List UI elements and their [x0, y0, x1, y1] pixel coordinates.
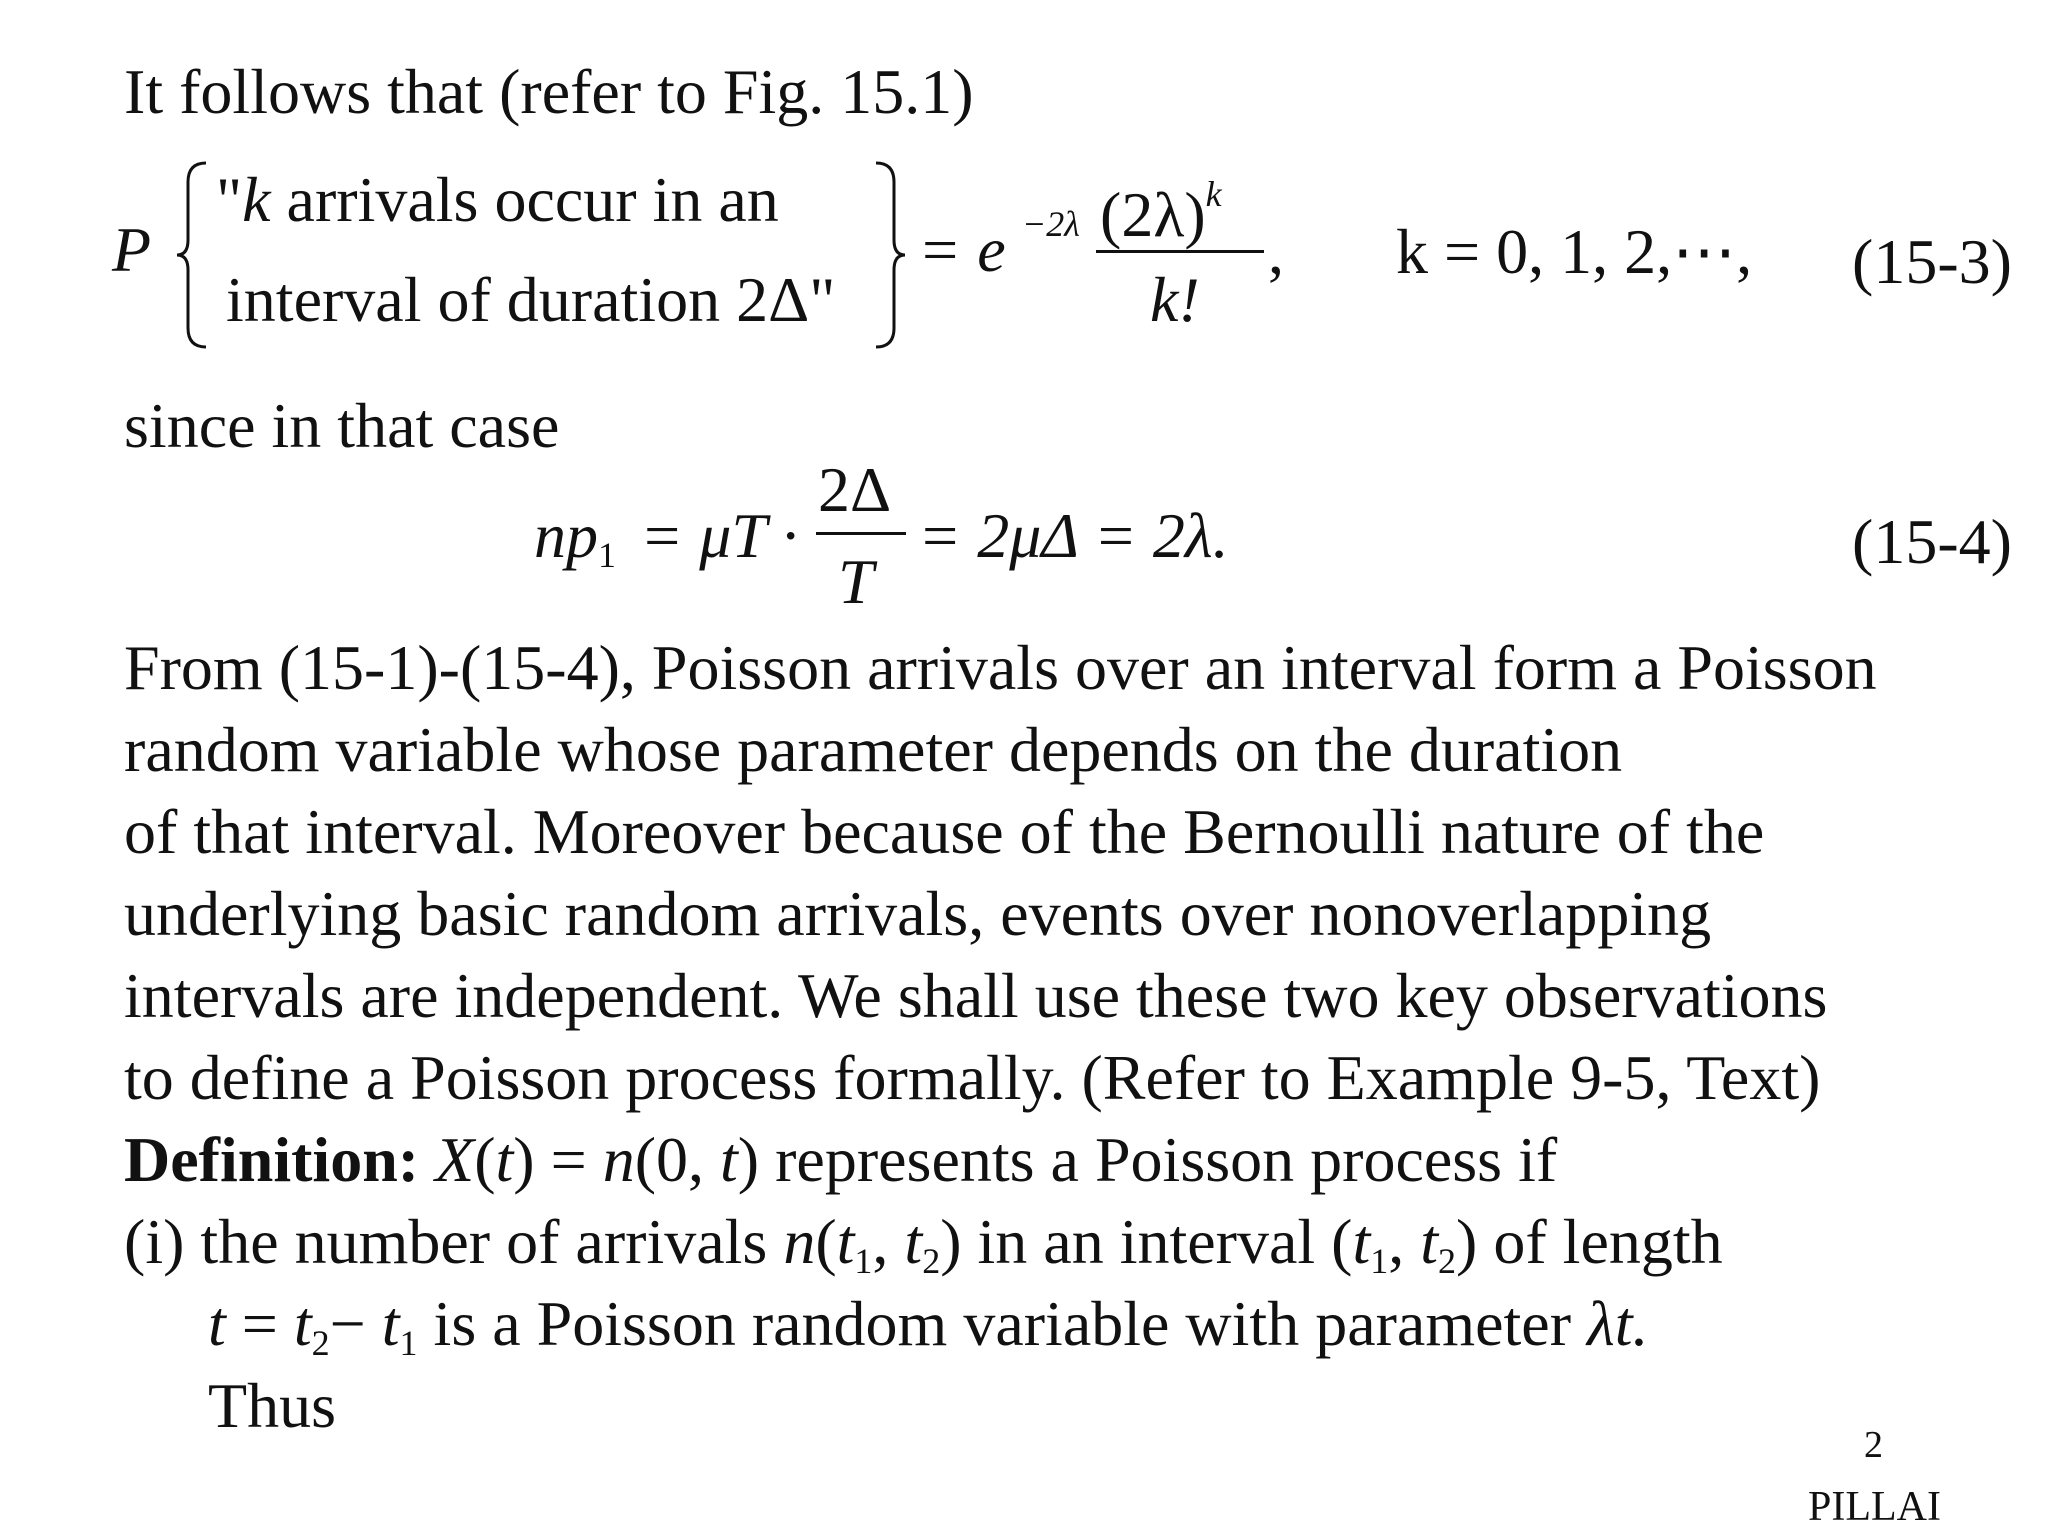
lambda-t-param: λt. [1587, 1288, 1649, 1359]
exponent: −2λ [1022, 204, 1080, 244]
paragraph-line: From (15-1)-(15-4), Poisson arrivals over an interval form a Poisson [124, 632, 1877, 703]
author-footer: PILLAI [1808, 1484, 1941, 1530]
brace-line-2: interval of duration 2Δ" [226, 264, 836, 335]
paragraph-line: of that interval. Moreover because of the Bernoulli nature of the [124, 796, 1765, 867]
paragraph-line: random variable whose parameter depends on the duration [124, 714, 1623, 785]
eq4-frac-num: 2Δ [818, 454, 892, 525]
equation-label-15-3: (15-3) [1852, 226, 2012, 297]
fraction-numerator: $(2\lambda)^k$ [1100, 174, 1222, 250]
left-brace [174, 160, 210, 350]
equation-label-15-4: (15-4) [1852, 506, 2012, 577]
definition-line: Definition: X(t) = n(0, t) represents a Poisson process if [124, 1124, 1558, 1195]
eq4-lhs: $np_1$ [534, 500, 616, 575]
thus-text: Thus [208, 1370, 336, 1441]
eq4-mid: = μT · [640, 500, 798, 571]
fraction-denominator: k! [1150, 264, 1200, 335]
eq4-fraction-bar [816, 532, 906, 535]
equation-15-4 [0, 450, 2048, 620]
since-text: since in that case [124, 390, 560, 461]
item-i-line-2: $t = t_2- t_1$ is a Poisson random variable with parameter λt. [208, 1288, 1649, 1363]
right-brace [872, 160, 908, 350]
equation-15-3 [0, 150, 2048, 350]
probability-symbol: P [112, 214, 152, 285]
eq4-rhs: = 2μΔ = 2λ. [918, 500, 1229, 571]
item-i-line: (i) the number of arrivals $n(t_1$, $t_2$) in an interval ($t_1$, $t_2$) of length [124, 1206, 1723, 1281]
paragraph-line: intervals are independent. We shall use these two key observations [124, 960, 1828, 1031]
paragraph-line: underlying basic random arrivals, events over nonoverlapping [124, 878, 1712, 949]
k-range: k = 0, 1, 2,⋯, [1396, 216, 1753, 287]
definition-label: Definition: [124, 1124, 420, 1195]
intro-text: It follows that (refer to Fig. 15.1) [124, 56, 974, 127]
brace-line-1: "k arrivals occur in an [216, 164, 779, 235]
paragraph-line: to define a Poisson process formally. (Refer to Example 9-5, Text) [124, 1042, 1821, 1113]
page-number: 2 [1864, 1424, 1883, 1466]
fraction-bar [1096, 250, 1264, 253]
equals-e: = e [918, 214, 1006, 285]
comma: , [1268, 216, 1284, 287]
eq4-frac-den: T [838, 546, 874, 617]
